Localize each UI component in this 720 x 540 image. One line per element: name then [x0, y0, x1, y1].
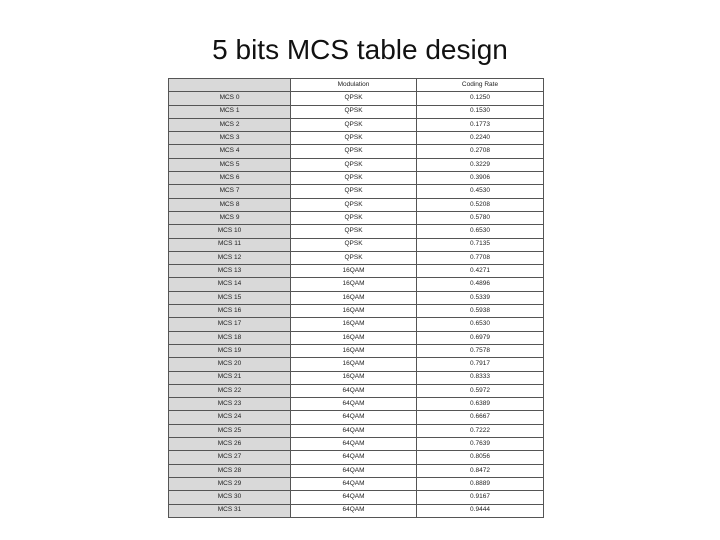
table-row [169, 265, 544, 278]
table-row [169, 438, 544, 451]
coding-rate-cell: 0.1773 [417, 118, 544, 131]
mcs-index-cell: MCS 1 [169, 105, 291, 118]
table-row [169, 398, 544, 411]
modulation-cell: 64QAM [291, 411, 417, 424]
mcs-index-cell: MCS 18 [169, 331, 291, 344]
coding-rate-cell: 0.4896 [417, 278, 544, 291]
mcs-index-cell: MCS 14 [169, 278, 291, 291]
mcs-index-cell: MCS 20 [169, 358, 291, 371]
table-row [169, 424, 544, 437]
modulation-cell: QPSK [291, 185, 417, 198]
modulation-cell: 64QAM [291, 477, 417, 490]
modulation-cell: QPSK [291, 145, 417, 158]
table-row [169, 305, 544, 318]
table-row [169, 464, 544, 477]
modulation-cell: 16QAM [291, 305, 417, 318]
modulation-cell: 64QAM [291, 451, 417, 464]
mcs-table [168, 78, 544, 518]
mcs-index-cell: MCS 15 [169, 291, 291, 304]
mcs-index-cell: MCS 10 [169, 225, 291, 238]
coding-rate-cell: 0.9167 [417, 491, 544, 504]
coding-rate-cell: 0.4530 [417, 185, 544, 198]
table-row [169, 344, 544, 357]
slide-title: 5 bits MCS table design [212, 34, 508, 65]
mcs-index-cell: MCS 12 [169, 251, 291, 264]
table-row [169, 172, 544, 185]
table-row [169, 92, 544, 105]
table-row [169, 105, 544, 118]
mcs-index-cell: MCS 3 [169, 132, 291, 145]
coding-rate-cell: 0.4271 [417, 265, 544, 278]
table-row [169, 225, 544, 238]
mcs-index-cell: MCS 26 [169, 438, 291, 451]
table-body [169, 92, 544, 518]
modulation-cell: 16QAM [291, 318, 417, 331]
modulation-cell: QPSK [291, 105, 417, 118]
mcs-index-cell: MCS 11 [169, 238, 291, 251]
mcs-index-cell: MCS 6 [169, 172, 291, 185]
coding-rate-cell: 0.5339 [417, 291, 544, 304]
modulation-cell: QPSK [291, 238, 417, 251]
mcs-index-cell: MCS 9 [169, 211, 291, 224]
coding-rate-cell: 0.8056 [417, 451, 544, 464]
coding-rate-cell: 0.5938 [417, 305, 544, 318]
coding-rate-cell: 0.6389 [417, 398, 544, 411]
mcs-index-cell: MCS 30 [169, 491, 291, 504]
coding-rate-cell: 0.7578 [417, 344, 544, 357]
coding-rate-cell: 0.7917 [417, 358, 544, 371]
coding-rate-cell: 0.5780 [417, 211, 544, 224]
table-row [169, 185, 544, 198]
coding-rate-cell: 0.3906 [417, 172, 544, 185]
table-row [169, 198, 544, 211]
table-row [169, 238, 544, 251]
table-row [169, 411, 544, 424]
modulation-cell: 64QAM [291, 398, 417, 411]
coding-rate-cell: 0.1250 [417, 92, 544, 105]
mcs-index-cell: MCS 28 [169, 464, 291, 477]
modulation-cell: QPSK [291, 172, 417, 185]
mcs-index-cell: MCS 29 [169, 477, 291, 490]
modulation-cell: 16QAM [291, 278, 417, 291]
coding-rate-cell: 0.7222 [417, 424, 544, 437]
coding-rate-cell: 0.7135 [417, 238, 544, 251]
mcs-index-cell: MCS 17 [169, 318, 291, 331]
modulation-cell: 64QAM [291, 438, 417, 451]
table-row [169, 477, 544, 490]
mcs-index-cell: MCS 2 [169, 118, 291, 131]
header-empty-cell [169, 79, 291, 92]
coding-rate-cell: 0.8472 [417, 464, 544, 477]
modulation-cell: QPSK [291, 132, 417, 145]
modulation-cell: QPSK [291, 92, 417, 105]
mcs-index-cell: MCS 7 [169, 185, 291, 198]
mcs-index-cell: MCS 31 [169, 504, 291, 517]
coding-rate-cell: 0.6530 [417, 318, 544, 331]
coding-rate-cell: 0.9444 [417, 504, 544, 517]
modulation-cell: QPSK [291, 211, 417, 224]
coding-rate-cell: 0.7639 [417, 438, 544, 451]
coding-rate-cell: 0.6979 [417, 331, 544, 344]
coding-rate-cell: 0.2240 [417, 132, 544, 145]
coding-rate-cell: 0.6530 [417, 225, 544, 238]
table-row [169, 118, 544, 131]
table-row [169, 384, 544, 397]
mcs-index-cell: MCS 8 [169, 198, 291, 211]
table-row [169, 491, 544, 504]
mcs-index-cell: MCS 5 [169, 158, 291, 171]
modulation-cell: 64QAM [291, 504, 417, 517]
mcs-index-cell: MCS 13 [169, 265, 291, 278]
coding-rate-cell: 0.7708 [417, 251, 544, 264]
coding-rate-cell: 0.6667 [417, 411, 544, 424]
header-modulation: Modulation [291, 79, 417, 92]
table-row [169, 318, 544, 331]
coding-rate-cell: 0.5208 [417, 198, 544, 211]
mcs-index-cell: MCS 24 [169, 411, 291, 424]
coding-rate-cell: 0.2708 [417, 145, 544, 158]
table-row [169, 145, 544, 158]
mcs-index-cell: MCS 19 [169, 344, 291, 357]
modulation-cell: QPSK [291, 198, 417, 211]
table-row [169, 331, 544, 344]
mcs-index-cell: MCS 22 [169, 384, 291, 397]
coding-rate-cell: 0.1530 [417, 105, 544, 118]
coding-rate-cell: 0.8333 [417, 371, 544, 384]
table-row [169, 158, 544, 171]
mcs-index-cell: MCS 23 [169, 398, 291, 411]
modulation-cell: 64QAM [291, 491, 417, 504]
modulation-cell: 64QAM [291, 384, 417, 397]
mcs-index-cell: MCS 16 [169, 305, 291, 318]
modulation-cell: 16QAM [291, 358, 417, 371]
modulation-cell: 64QAM [291, 464, 417, 477]
modulation-cell: 16QAM [291, 344, 417, 357]
mcs-index-cell: MCS 27 [169, 451, 291, 464]
mcs-index-cell: MCS 4 [169, 145, 291, 158]
modulation-cell: 16QAM [291, 331, 417, 344]
modulation-cell: QPSK [291, 225, 417, 238]
modulation-cell: QPSK [291, 251, 417, 264]
header-coding-rate: Coding Rate [417, 79, 544, 92]
table-header-row [169, 79, 544, 92]
table-row [169, 358, 544, 371]
table-row [169, 211, 544, 224]
modulation-cell: 16QAM [291, 291, 417, 304]
table-row [169, 251, 544, 264]
table-row [169, 451, 544, 464]
mcs-index-cell: MCS 21 [169, 371, 291, 384]
mcs-index-cell: MCS 0 [169, 92, 291, 105]
coding-rate-cell: 0.5972 [417, 384, 544, 397]
coding-rate-cell: 0.3229 [417, 158, 544, 171]
modulation-cell: 16QAM [291, 265, 417, 278]
modulation-cell: QPSK [291, 158, 417, 171]
table-row [169, 132, 544, 145]
modulation-cell: QPSK [291, 118, 417, 131]
table-row [169, 504, 544, 517]
modulation-cell: 16QAM [291, 371, 417, 384]
table-row [169, 291, 544, 304]
mcs-index-cell: MCS 25 [169, 424, 291, 437]
table-row [169, 278, 544, 291]
modulation-cell: 64QAM [291, 424, 417, 437]
table-row [169, 371, 544, 384]
coding-rate-cell: 0.8889 [417, 477, 544, 490]
